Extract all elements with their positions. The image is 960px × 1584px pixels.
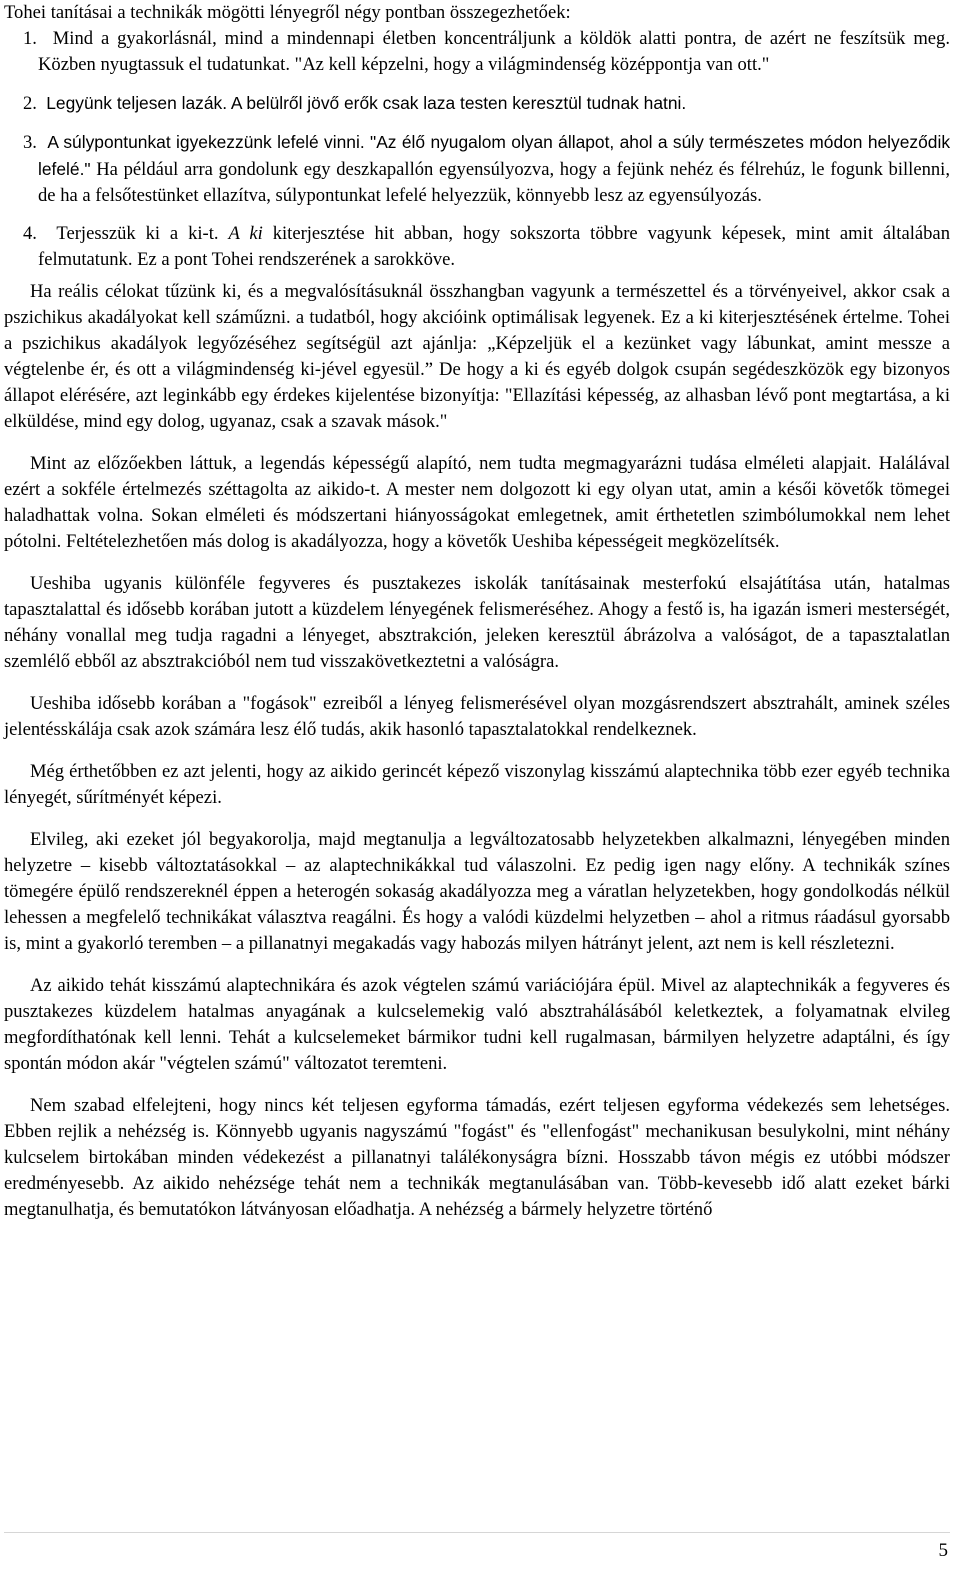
- point-text: Ha például arra gondolunk egy deszkapallón egyensúlyozva, hogy a fejünk nehéz és félrehúz, le fogunk billenni, de ha a felsőtestünket ellazítva, súlypontunkat lefelé helyezzük, könnyebb lesz az egyensúlyozás.: [38, 159, 950, 206]
- point-number: 2.: [23, 93, 37, 114]
- point-1: [4, 26, 950, 78]
- point-number: 4.: [23, 223, 37, 244]
- intro-sentence: Tohei tanításai a technikák mögötti lényegről négy pontban összegezhetőek:: [4, 2, 571, 23]
- paragraph-7: Az aikido tehát kisszámú alaptechnikára és azok végtelen számú variációjára épül. Mivel az alaptechnikák a fegyveres és pusztakezes küzdelem hatalmas anyagának a kulcselemekig való absztrahálásából keletkeztek, a folyamatnak elvileg megfordíthatónak kell lenni. Tehát a kulcselemeket bármikor tudni kell rugalmasan, bármilyen helyzetre adaptálni, és így spontán módon akár "végtelen számú" változatot teremteni.: [4, 975, 950, 1074]
- paragraph-8: Nem szabad elfelejteni, hogy nincs két teljesen egyforma támadás, ezért teljesen egyforma védekezés sem lehetséges. Ebben rejlik a nehézség is. Könnyebb ugyanis nagyszámú "fogást" és "ellenfogást" mechanikusan besulykolni, mint néhány kulcselem birtokában minden védekezést a pillanatnyi találékonyságra bízni. Hosszabb távon mégis ez utóbbi módszer eredményesebb. Az aikido nehézsége tehát nem a technikák megtanulásában van. Több-kevesebb idő alatt ezeket bárki megtanulhatja, és bemutatókon látványosan előadhatja. A nehézség a bármely helyzetre történő: [4, 1095, 950, 1220]
- point-number: 1.: [23, 28, 37, 49]
- paragraph-1: Ha reális célokat tűzünk ki, és a megvalósításuknál összhangban vagyunk a természettel és a törvényeivel, akkor csak a pszichikus akadályokat kell száműzni. a tudatból, hogy akcióink optimálisak legyenek. Ez a ki kiterjesztésének értelme. Tohei a pszichikus akadályok legyőzéséhez segítségül azt ajánlja: „Képzeljük el a kezünket vagy lábunkat, amint messze a végtelenbe ér, és ott a világmindenség ki-jével egyesül.” De hogy a ki és egyéb dolgok csupán segédeszközök egy bizonyos állapot elérésére, azt leginkább egy érdekes kijelentése bizonyítja: "Ellazítási képesség, az alhasban lévő pont megtartása, a ki elküldése, mind egy dolog, ugyanaz, csak a szavak mások.": [4, 281, 950, 432]
- footer-divider: [4, 1532, 950, 1533]
- paragraph-2: Mint az előzőekben láttuk, a legendás képességű alapító, nem tudta megmagyarázni tudása elméleti alapjait. Halálával ezért a sokféle értelmezés széttagolta az aikido-t. A mester nem dolgozott ki egy olyan utat, amin a késői követők tömegei haladhattak volna. Sokan elméleti és módszertani hiányosságokat emlegetnek, amit érthetetlen szimbólumokkal nem lehet pótolni. Feltételezhetően más dolog is akadályozza, hogy a követők Ueshiba képességeit megközelítsék.: [4, 453, 950, 552]
- point-text-italic: A ki: [228, 223, 263, 244]
- point-2: [4, 90, 950, 117]
- point-number: 3.: [23, 132, 37, 153]
- point-text-sans: A súlypontunkat igyekezzünk lefelé vinni. "Az élő nyugalom olyan állapot, ahol a súly természetes módon helyeződik lefelé.": [38, 132, 951, 179]
- paragraph-3: Ueshiba ugyanis különféle fegyveres és pusztakezes iskolák tanításainak mesterfokú elsajátítása után, hatalmas tapasztalattal és idősebb korában jutott a küzdelem lényegének felismeréséhez. Ahogy a festő is, ha igazán ismeri mesterségét, néhány vonallal meg tudja ragadni a lényeget, absztrakción, jeleken keresztül ábrázolva a valóságot, de a tapasztalatlan szemlélő ebből az absztrakcióból nem tud visszakövetkeztetni a valóságra.: [4, 573, 950, 672]
- document-body: [4, 0, 950, 1223]
- point-3: [4, 129, 950, 209]
- point-text: Mind a gyakorlásnál, mind a mindennapi életben koncentráljunk a köldök alatti pontra, de azért ne feszítsük meg. Közben nyugtassuk el tudatunkat. "Az kell képzelni, hogy a világmindenség középpontja van ott.": [38, 28, 950, 75]
- paragraph-4: Ueshiba idősebb korában a "fogások" ezreiből a lényeg felismerésével olyan mozgásrendszert absztrahált, aminek széles jelentésskálája csak azok számára lesz élő tudás, akik hasonló tapasztalatokkal rendelkeznek.: [4, 693, 950, 740]
- point-text-a: Terjesszük ki a ki-t.: [56, 223, 229, 244]
- paragraph-5: Még érthetőbben ez azt jelenti, hogy az aikido gerincét képező viszonylag kisszámú alaptechnika több ezer egyéb technika lényegét, sűrítményét képezi.: [4, 761, 950, 808]
- point-4: [4, 221, 950, 273]
- point-text-b: kiterjesztése hit abban, hogy sokszorta többre vagyunk képesek, mint amit általában felmutatunk. Ez a pont Tohei rendszerének a sarokköve.: [38, 223, 950, 270]
- page-number: 5: [938, 1540, 948, 1561]
- numbered-points-list: [4, 26, 950, 273]
- point-text: Legyünk teljesen lazák. A belülről jövő erők csak laza testen keresztül tudnak hatni.: [46, 93, 687, 113]
- paragraph-6: Elvileg, aki ezeket jól begyakorolja, majd megtanulja a legváltozatosabb helyzetekben alkalmazni, lényegében minden helyzetre – kisebb változtatásokkal – az alaptechnikákkal tud válaszolni. Ez pedig igen nagy előny. A technikák színes tömegére épülő rendszereknél éppen a heterogén sokaság akadályozza meg a váratlan helyzetekben, hogy gondolkodás nélkül lehessen a megfelelő technikákat választva reagálni. És hogy a valódi küzdelmi helyzetben – ahol a ritmus ráadásul gyorsabb is, mint a gyakorló teremben – a pillanatnyi megakadás vagy habozás milyen hátrányt jelent, azt nem is kell részletezni.: [4, 829, 950, 954]
